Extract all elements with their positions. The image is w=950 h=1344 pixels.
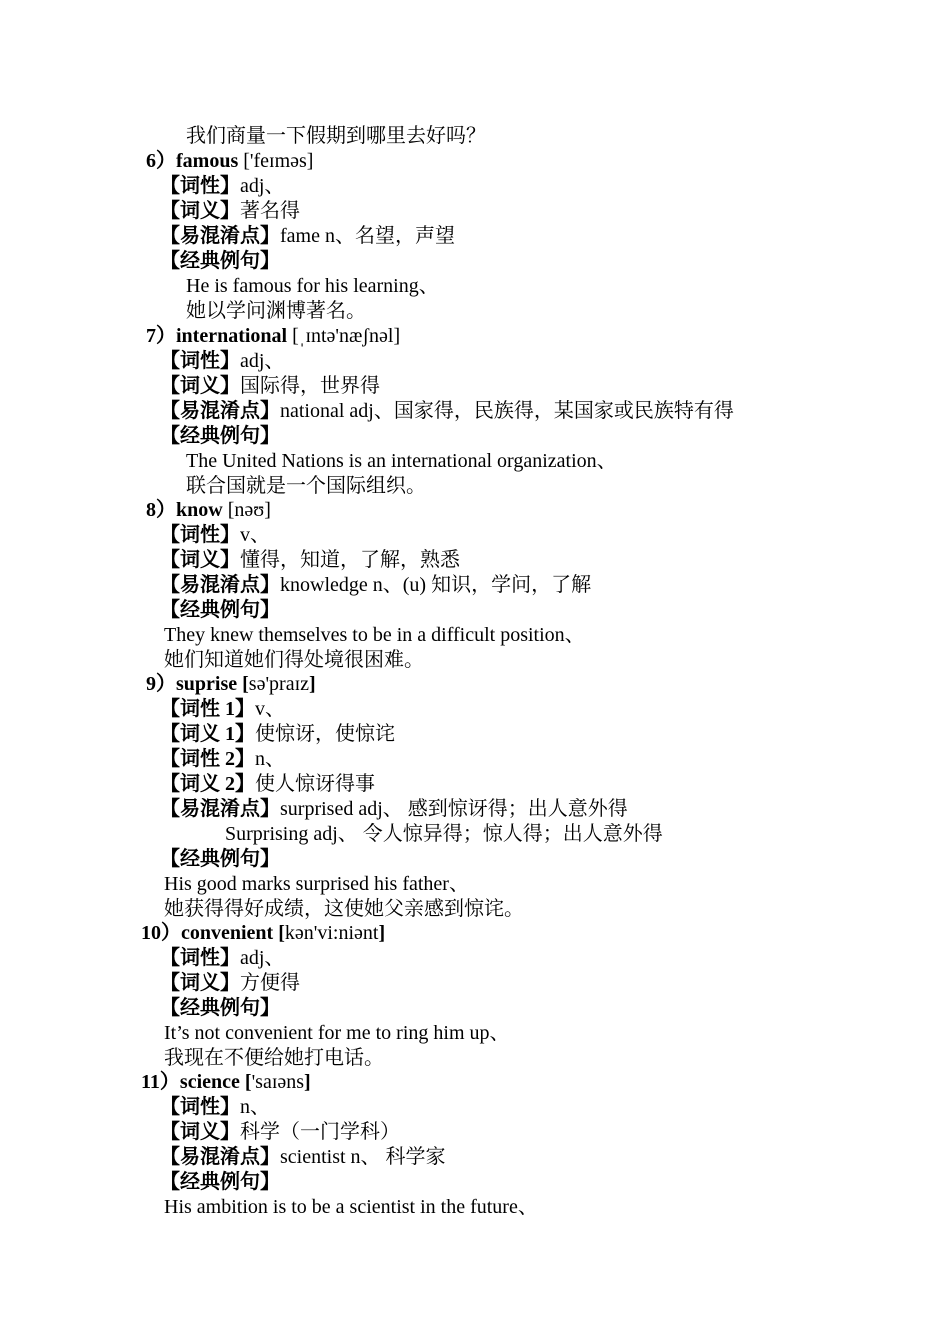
meaning-line [160, 971, 300, 996]
entry-number: 9） [146, 673, 176, 695]
meaning-label: 【词义】 [160, 1121, 240, 1143]
pos-value: n、 [240, 1096, 270, 1118]
example-en: The United Nations is an international organization、 [186, 450, 617, 472]
meaning-line [160, 199, 300, 224]
example-label: 【经典例句】 [160, 997, 280, 1019]
meaning-value: 使惊讶，使惊诧 [255, 723, 395, 745]
confusable-label: 【易混淆点】 [160, 798, 280, 820]
example-en: His ambition is to be a scientist in the future、 [164, 1196, 538, 1218]
confusable-line [160, 399, 734, 424]
pos-value: adj、 [240, 350, 285, 372]
entry-number: 10） [141, 922, 181, 944]
confusable-value: national adj、国家得，民族得，某国家或民族特有得 [280, 400, 734, 422]
meaning-value: 方便得 [240, 972, 300, 994]
example-en: It’s not convenient for me to ring him up、 [164, 1022, 510, 1044]
confusable-value: Surprising adj、 令人惊异得；惊人得；出人意外得 [225, 823, 663, 845]
entry-number: 6） [146, 150, 176, 172]
pos-label: 【词性】 [160, 1096, 240, 1118]
pos-line [160, 747, 285, 772]
meaning-value: 懂得，知道，了解，熟悉 [240, 549, 460, 571]
confusable-value: surprised adj、 感到惊讶得；出人意外得 [280, 798, 628, 820]
entry-heading-science [141, 1070, 311, 1095]
pos-value: v、 [255, 698, 285, 720]
meaning-label: 【词义】 [160, 549, 240, 571]
confusable-label: 【易混淆点】 [160, 400, 280, 422]
entry-phonetic: [ˌɪntə'næʃnəl] [287, 325, 401, 347]
pos-label: 【词性】 [160, 947, 240, 969]
meaning-label: 【词义 1】 [160, 723, 255, 745]
confusable-line [160, 797, 628, 822]
example-en: He is famous for his learning、 [186, 275, 439, 297]
entry-heading-know [146, 498, 271, 523]
confusable-value: scientist n、 科学家 [280, 1146, 446, 1168]
example-en: They knew themselves to be in a difficult position、 [164, 624, 585, 646]
confusable-line [160, 573, 591, 598]
example-zh: 联合国就是一个国际组织。 [186, 475, 426, 497]
entry-word: convenient [181, 922, 274, 944]
pos-line [160, 946, 284, 971]
example-label: 【经典例句】 [160, 848, 280, 870]
entry-number: 8） [146, 499, 176, 521]
meaning-value: 使人惊讶得事 [255, 773, 375, 795]
entry-number: 7） [146, 325, 176, 347]
phonetic-bracket: ] [304, 1071, 311, 1093]
meaning-value: 科学（一门学科） [240, 1121, 400, 1143]
entry-heading-famous [146, 149, 313, 174]
example-zh: 她以学问渊博著名。 [186, 300, 366, 322]
meaning-label: 【词义】 [160, 375, 240, 397]
phonetic-bracket: [ [273, 922, 285, 944]
confusable-line [160, 1145, 446, 1170]
entry-word: science [179, 1071, 240, 1093]
pos-line [160, 349, 284, 374]
confusable-label: 【易混淆点】 [160, 225, 280, 247]
meaning-value: 著名得 [240, 200, 300, 222]
example-label: 【经典例句】 [160, 250, 280, 272]
example-label: 【经典例句】 [160, 425, 280, 447]
pos-value: n、 [255, 748, 285, 770]
phonetic-bracket: [ [237, 673, 249, 695]
confusable-value: knowledge n、(u) 知识，学问，了解 [280, 574, 592, 596]
meaning-line [160, 772, 375, 797]
pos-line [160, 1095, 270, 1120]
meaning-label: 【词义】 [160, 200, 240, 222]
entry-heading-international [146, 324, 400, 349]
example-en: His good marks surprised his father、 [164, 873, 469, 895]
meaning-label: 【词义 2】 [160, 773, 255, 795]
pos-label: 【词性】 [160, 524, 240, 546]
confusable-label: 【易混淆点】 [160, 574, 280, 596]
entry-phonetic: 'saɪəns [251, 1071, 305, 1093]
entry-phonetic: kən'vi:niənt [284, 922, 379, 944]
entry-phonetic: sə'praɪz [248, 673, 310, 695]
meaning-line [160, 722, 395, 747]
phonetic-bracket: ] [378, 922, 386, 944]
confusable-line [160, 224, 455, 249]
pos-label: 【词性】 [160, 350, 240, 372]
pos-line [160, 523, 270, 548]
phonetic-bracket: [ [239, 1071, 252, 1093]
pos-label: 【词性 2】 [160, 748, 255, 770]
meaning-label: 【词义】 [160, 972, 240, 994]
entry-word: suprise [176, 673, 238, 695]
meaning-line [160, 374, 380, 399]
meaning-value: 国际得，世界得 [240, 375, 380, 397]
entry-word: international [176, 325, 288, 347]
confusable-value: fame n、名望，声望 [280, 225, 455, 247]
confusable-label: 【易混淆点】 [160, 1146, 280, 1168]
entry-phonetic: [nəʊ] [222, 499, 271, 521]
example-label: 【经典例句】 [160, 599, 280, 621]
meaning-line [160, 1120, 400, 1145]
entry-word: know [176, 499, 223, 521]
example-label: 【经典例句】 [160, 1171, 280, 1193]
pos-value: v、 [240, 524, 270, 546]
entry-number: 11） [141, 1071, 180, 1093]
entry-heading-suprise [146, 672, 316, 697]
pos-value: adj、 [240, 947, 285, 969]
entry-phonetic: ['feɪməs] [238, 150, 314, 172]
pos-label: 【词性】 [160, 175, 240, 197]
pos-line [160, 697, 285, 722]
example-zh: 我们商量一下假期到哪里去好吗？ [186, 125, 486, 147]
pos-label: 【词性 1】 [160, 698, 255, 720]
pos-value: adj、 [240, 175, 285, 197]
entry-heading-convenient [141, 921, 385, 946]
phonetic-bracket: ] [309, 673, 316, 695]
meaning-line [160, 548, 460, 573]
pos-line [160, 174, 284, 199]
example-zh: 我现在不便给她打电话。 [164, 1047, 384, 1069]
example-zh: 她获得得好成绩，这使她父亲感到惊诧。 [164, 898, 524, 920]
entry-word: famous [176, 150, 239, 172]
example-zh: 她们知道她们得处境很困难。 [164, 649, 424, 671]
